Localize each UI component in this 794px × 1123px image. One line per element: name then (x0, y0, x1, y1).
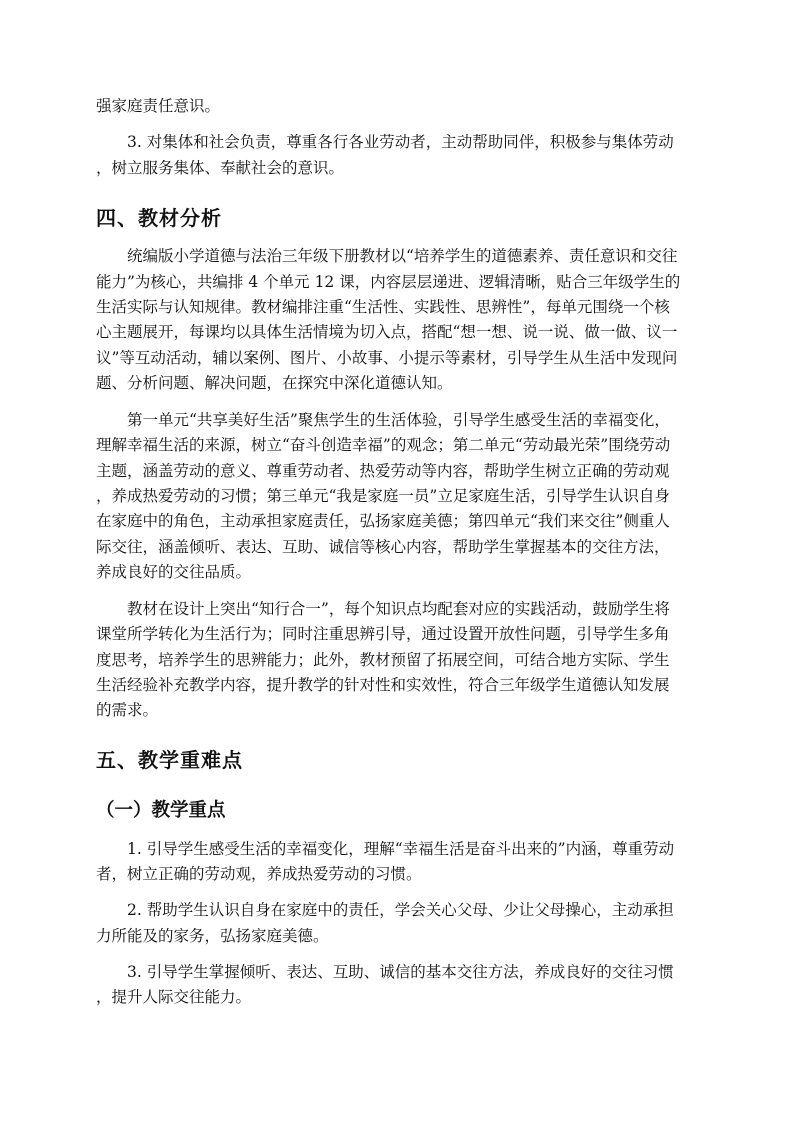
paragraph-line: ，提升人际交往能力。 (96, 988, 252, 1006)
paragraph-line: 的需求。 (96, 701, 159, 719)
section-heading-4: 四、教材分析 (96, 206, 222, 230)
paragraph-line: 生活经验补充教学内容，提升教学的针对性和实效性，符合三年级学生道德认知发展 (96, 676, 670, 694)
paragraph-line: 议”等互动活动，辅以案例、图片、小故事、小提示等素材，引导学生从生活中发现问 (96, 349, 678, 367)
paragraph-line: ，树立服务集体、奉献社会的意识。 (96, 159, 345, 177)
paragraph-line: 度思考，培养学生的思辨能力；此外，教材预留了拓展空间，可结合地方实际、学生 (96, 651, 670, 669)
paragraph-line: 3. 对集体和社会负责，尊重各行各业劳动者，主动帮助同伴，积极参与集体劳动 (127, 133, 674, 151)
paragraph-line: 1. 引导学生感受生活的幸福变化，理解“幸福生活是奋斗出来的”内涵，尊重劳动 (127, 840, 675, 858)
section-heading-5: 五、教学重难点 (96, 748, 243, 772)
paragraph-line: 课堂所学转化为生活行为；同时注重思辨引导，通过设置开放性问题，引导学生多角 (96, 625, 670, 643)
paragraph-line: 理解幸福生活的来源，树立“奋斗创造幸福”的观念；第二单元“劳动最光荣”围绕劳动 (96, 436, 671, 454)
paragraph-line: 际交往，涵盖倾听、表达、互助、诚信等核心内容，帮助学生掌握基本的交往方法， (96, 538, 670, 556)
paragraph-line: 心主题展开，每课均以具体生活情境为切入点，搭配“想一想、说一说、做一做、议一 (96, 323, 678, 341)
paragraph-line: 能力”为核心，共编排 4 个单元 12 课，内容层层递进、逻辑清晰，贴合三年级学生的 (96, 273, 681, 291)
paragraph-line: 题、分析问题、解决问题，在探究中深化道德认知。 (96, 374, 453, 392)
paragraph-line: 养成良好的交往品质。 (96, 563, 252, 581)
paragraph-line: 生活实际与认知规律。教材编排注重“生活性、实践性、思辨性”，每单元围绕一个核 (96, 298, 670, 316)
paragraph-line: 主题，涵盖劳动的意义、尊重劳动者、热爱劳动等内容，帮助学生树立正确的劳动观 (96, 462, 670, 480)
paragraph-line: ，养成热爱劳动的习惯；第三单元“我是家庭一员”立足家庭生活，引导学生认识自身 (96, 487, 670, 505)
paragraph-line: 3. 引导学生掌握倾听、表达、互助、诚信的基本交往方法，养成良好的交往习惯 (127, 963, 674, 981)
paragraph-line: 者，树立正确的劳动观，养成热爱劳动的习惯。 (96, 865, 422, 883)
paragraph-line: 强家庭责任意识。 (96, 97, 221, 115)
paragraph-line: 统编版小学道德与法治三年级下册教材以“培养学生的道德素养、责任意识和交往 (127, 247, 678, 265)
paragraph-line: 在家庭中的角色，主动承担家庭责任，弘扬家庭美德；第四单元“我们来交往”侧重人 (96, 512, 670, 530)
paragraph-line: 2. 帮助学生认识自身在家庭中的责任，学会关心父母、少让父母操心，主动承担 (127, 901, 674, 919)
subsection-heading: （一）教学重点 (96, 800, 226, 821)
paragraph-line: 教材在设计上突出“知行合一”，每个知识点均配套对应的实践活动，鼓励学生将 (127, 600, 670, 618)
paragraph-line: 第一单元“共享美好生活”聚焦学生的生活体验，引导学生感受生活的幸福变化， (127, 411, 670, 429)
paragraph-line: 力所能及的家务，弘扬家庭美德。 (96, 927, 329, 945)
